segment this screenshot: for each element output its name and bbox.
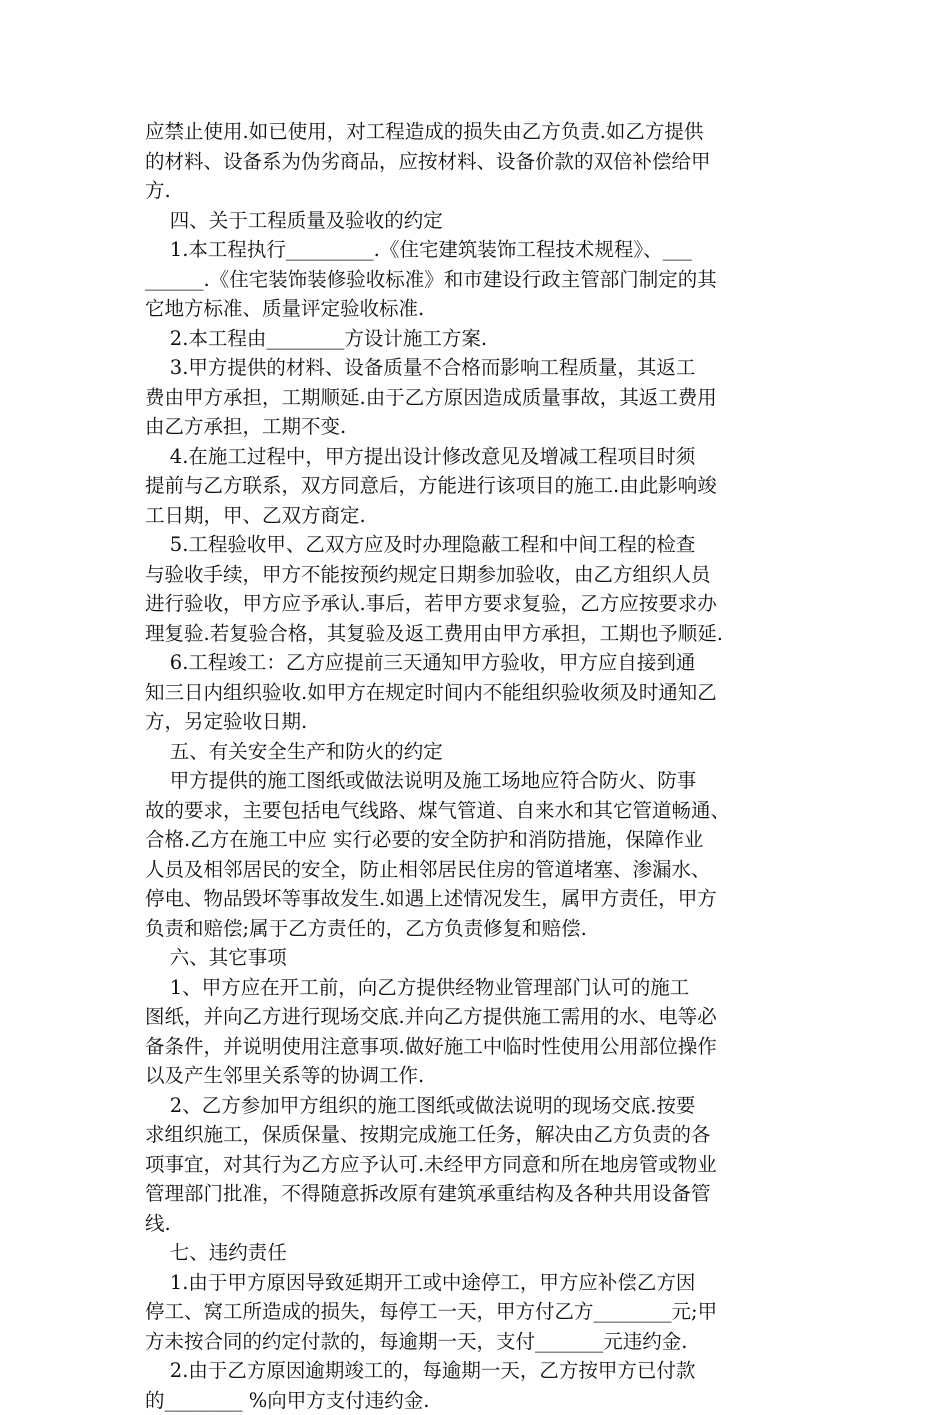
section-heading-5: 五、有关安全生产和防火的约定 <box>145 737 815 767</box>
text-line: 负责和赔偿;属于乙方责任的，乙方负责修复和赔偿. <box>145 914 815 944</box>
section-heading-7: 七、违约责任 <box>145 1238 815 1268</box>
text-line: 项事宜，对其行为乙方应予认可.未经甲方同意和所在地房管或物业 <box>145 1150 815 1180</box>
text-line: 停工、窝工所造成的损失，每停工一天，甲方付乙方________元;甲 <box>145 1297 815 1327</box>
text-line: 2、乙方参加甲方组织的施工图纸或做法说明的现场交底.按要 <box>145 1091 815 1121</box>
text-line: 图纸，并向乙方进行现场交底.并向乙方提供施工需用的水、电等必 <box>145 1002 815 1032</box>
section-heading-6: 六、其它事项 <box>145 943 815 973</box>
text-line: 以及产生邻里关系等的协调工作. <box>145 1061 815 1091</box>
text-line: ______.《住宅装饰装修验收标准》和市建设行政主管部门制定的其 <box>145 265 815 295</box>
text-line: 方未按合同的约定付款的，每逾期一天，支付_______元违约金. <box>145 1327 815 1357</box>
text-line: 2.由于乙方原因逾期竣工的，每逾期一天，乙方按甲方已付款 <box>145 1356 815 1386</box>
text-line: 人员及相邻居民的安全，防止相邻居民住房的管道堵塞、渗漏水、 <box>145 855 815 885</box>
text-line: 提前与乙方联系，双方同意后，方能进行该项目的施工.由此影响竣 <box>145 471 815 501</box>
text-line: 理复验.若复验合格，其复验及返工费用由甲方承担，工期也予顺延. <box>145 619 815 649</box>
text-line: 的材料、设备系为伪劣商品，应按材料、设备价款的双倍补偿给甲 <box>145 147 815 177</box>
text-line: 6.工程竣工：乙方应提前三天通知甲方验收，甲方应自接到通 <box>145 648 815 678</box>
text-line: 它地方标准、质量评定验收标准. <box>145 294 815 324</box>
text-line: 由乙方承担，工期不变. <box>145 412 815 442</box>
text-line: 1.由于甲方原因导致延期开工或中途停工，甲方应补偿乙方因 <box>145 1268 815 1298</box>
section-heading-4: 四、关于工程质量及验收的约定 <box>145 206 815 236</box>
text-line: 合格.乙方在施工中应 实行必要的安全防护和消防措施，保障作业 <box>145 825 815 855</box>
text-line: 停电、物品毁坏等事故发生.如遇上述情况发生，属甲方责任，甲方 <box>145 884 815 914</box>
text-line: 故的要求，主要包括电气线路、煤气管道、自来水和其它管道畅通、 <box>145 796 815 826</box>
text-line: 线. <box>145 1209 815 1239</box>
text-line: 4.在施工过程中，甲方提出设计修改意见及增减工程项目时须 <box>145 442 815 472</box>
text-line: 应禁止使用.如已使用，对工程造成的损失由乙方负责.如乙方提供 <box>145 117 815 147</box>
text-line: 1、甲方应在开工前，向乙方提供经物业管理部门认可的施工 <box>145 973 815 1003</box>
text-line: 1.本工程执行_________.《住宅建筑装饰工程技术规程》、___ <box>145 235 815 265</box>
text-line: 备条件，并说明使用注意事项.做好施工中临时性使用公用部位操作 <box>145 1032 815 1062</box>
text-line: 的________ %向甲方支付违约金. <box>145 1386 815 1415</box>
text-line: 费由甲方承担，工期顺延.由于乙方原因造成质量事故，其返工费用 <box>145 383 815 413</box>
text-line: 进行验收，甲方应予承认.事后，若甲方要求复验，乙方应按要求办 <box>145 589 815 619</box>
text-line: 求组织施工，保质保量、按期完成施工任务，解决由乙方负责的各 <box>145 1120 815 1150</box>
document-page <box>145 117 815 1415</box>
text-line: 3.甲方提供的材料、设备质量不合格而影响工程质量，其返工 <box>145 353 815 383</box>
text-line: 与验收手续，甲方不能按预约规定日期参加验收，由乙方组织人员 <box>145 560 815 590</box>
text-line: 工日期，甲、乙双方商定. <box>145 501 815 531</box>
text-line: 甲方提供的施工图纸或做法说明及施工场地应符合防火、防事 <box>145 766 815 796</box>
text-line: 2.本工程由________方设计施工方案. <box>145 324 815 354</box>
text-line: 方. <box>145 176 815 206</box>
text-line: 方，另定验收日期. <box>145 707 815 737</box>
text-line: 管理部门批准，不得随意拆改原有建筑承重结构及各种共用设备管 <box>145 1179 815 1209</box>
text-line: 知三日内组织验收.如甲方在规定时间内不能组织验收须及时通知乙 <box>145 678 815 708</box>
text-line: 5.工程验收甲、乙双方应及时办理隐蔽工程和中间工程的检查 <box>145 530 815 560</box>
